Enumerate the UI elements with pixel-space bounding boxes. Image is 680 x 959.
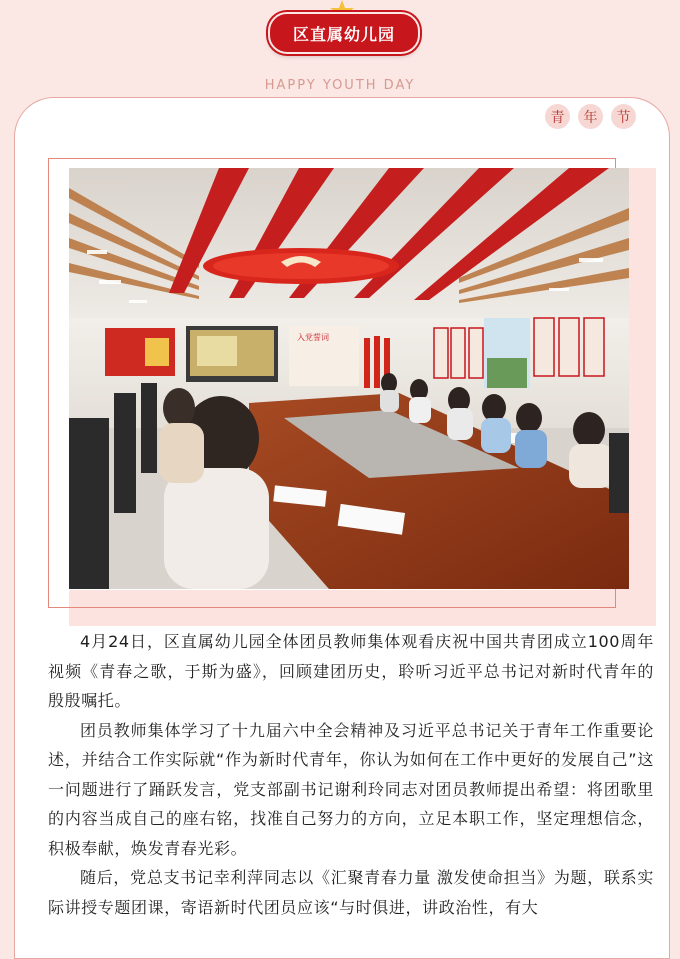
article-paragraph-3: 随后，党总支书记幸利萍同志以《汇聚青春力量 激发使命担当》为题，联系实际讲授专题团课，寄语新时代团员应该“与时俱进，讲政治性，有大 <box>48 868 654 917</box>
article-paragraph-1: 4月24日，区直属幼儿园全体团员教师集体观看庆祝中国共青团成立100周年视频《青春之歌，于斯为盛》，回顾建团历史，聆听习近平总书记对新时代青年的殷殷嘱托。 <box>48 632 654 710</box>
meeting-photo <box>69 168 629 589</box>
happy-youth-day-subtitle: HAPPY YOUTH DAY <box>264 78 416 93</box>
tag-nian: 年 <box>578 104 603 129</box>
article-body <box>48 627 654 922</box>
meeting-room-illustration <box>69 168 629 589</box>
badge-title: 区直属幼儿园 <box>292 24 395 44</box>
tag-qing: 青 <box>545 104 570 129</box>
wall-banner-text: 入党誓词 <box>297 333 329 342</box>
article-paragraph-2: 团员教师集体学习了十九届六中全会精神及习近平总书记关于青年工作重要论述，并结合工作实际就“作为新时代青年，你认为如何在工作中更好的发展自己”这一问题进行了踊跃发言，党支部副书记谢利玲同志对团员教师提出希望：将团歌里的内容当成自己的座右铭，找准自己努力的方向，立足本职工作，坚定理想信念，积极奉献，焕发青春光彩。 <box>48 720 654 858</box>
kindergarten-badge <box>268 12 420 54</box>
youth-day-tags <box>545 104 636 129</box>
tag-jie: 节 <box>611 104 636 129</box>
